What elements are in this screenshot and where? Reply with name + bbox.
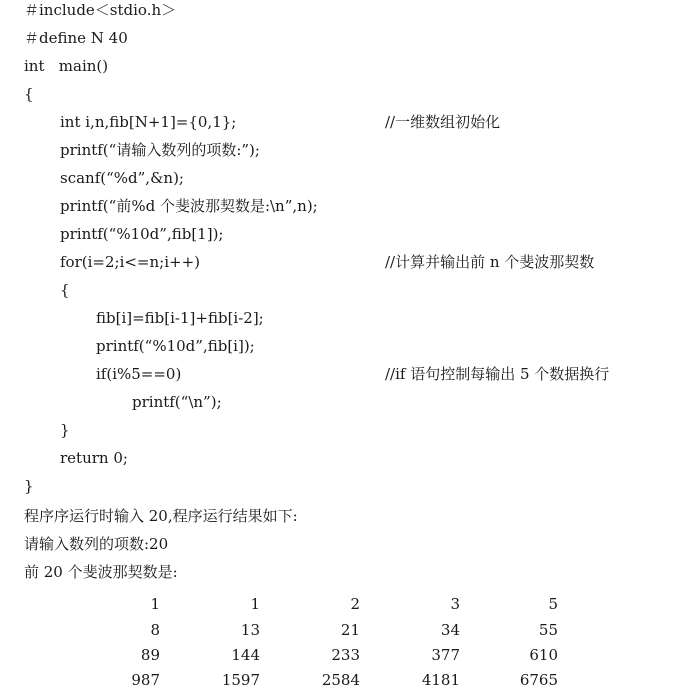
code-line-close-brace: } <box>24 477 34 495</box>
result-cell: 8 <box>150 621 160 639</box>
prompt-line: 请输入数列的项数:20 <box>24 535 169 553</box>
code-line-if: if(i%5==0) <box>96 365 182 383</box>
code-line-printf-header: printf(“前%d 个斐波那契数是:\n”,n); <box>60 197 318 215</box>
code-comment-init: //一维数组初始化 <box>385 113 501 131</box>
code-line-printf-fib: printf(“%10d”,fib[i]); <box>96 337 255 355</box>
code-line-printf-newline: printf(“\n”); <box>132 393 222 411</box>
result-cell: 89 <box>140 646 160 664</box>
result-cell: 3 <box>450 595 460 613</box>
header-line: 前 20 个斐波那契数是: <box>24 563 178 581</box>
code-line-loop-open: { <box>60 281 70 299</box>
result-cell: 55 <box>538 621 558 639</box>
code-line-define: ＃define N 40 <box>24 29 128 47</box>
result-cell: 1597 <box>221 671 260 689</box>
result-cell: 233 <box>331 646 360 664</box>
run-note: 程序序运行时输入 20,程序运行结果如下: <box>24 507 298 525</box>
code-line-return: return 0; <box>60 449 128 467</box>
code-line-main: int main() <box>24 57 109 75</box>
code-line-loop-close: } <box>60 421 70 439</box>
result-cell: 13 <box>240 621 260 639</box>
code-line-printf-first: printf(“%10d”,fib[1]); <box>60 225 224 243</box>
code-line-scanf: scanf(“%d”,&n); <box>60 169 184 187</box>
code-comment-loop: //计算并输出前 n 个斐波那契数 <box>385 253 595 271</box>
code-line-for: for(i=2;i<=n;i++) <box>60 253 201 271</box>
code-line-open-brace: { <box>24 85 34 103</box>
result-cell: 4181 <box>421 671 460 689</box>
result-cell: 2 <box>350 595 360 613</box>
result-cell: 5 <box>548 595 558 613</box>
code-line-fib-calc: fib[i]=fib[i-1]+fib[i-2]; <box>96 309 264 327</box>
result-cell: 21 <box>340 621 360 639</box>
result-cell: 144 <box>231 646 260 664</box>
code-line-declare: int i,n,fib[N+1]={0,1}; <box>60 113 237 131</box>
result-cell: 610 <box>529 646 558 664</box>
code-line-printf-prompt: printf(“请输入数列的项数:”); <box>60 141 260 159</box>
result-cell: 987 <box>131 671 160 689</box>
code-comment-if: //if 语句控制每输出 5 个数据换行 <box>385 365 610 383</box>
code-line-include: ＃include＜stdio.h＞ <box>24 1 177 19</box>
result-cell: 2584 <box>321 671 360 689</box>
result-cell: 1 <box>150 595 160 613</box>
result-cell: 1 <box>250 595 260 613</box>
result-cell: 34 <box>440 621 460 639</box>
result-cell: 6765 <box>519 671 558 689</box>
result-cell: 377 <box>431 646 460 664</box>
